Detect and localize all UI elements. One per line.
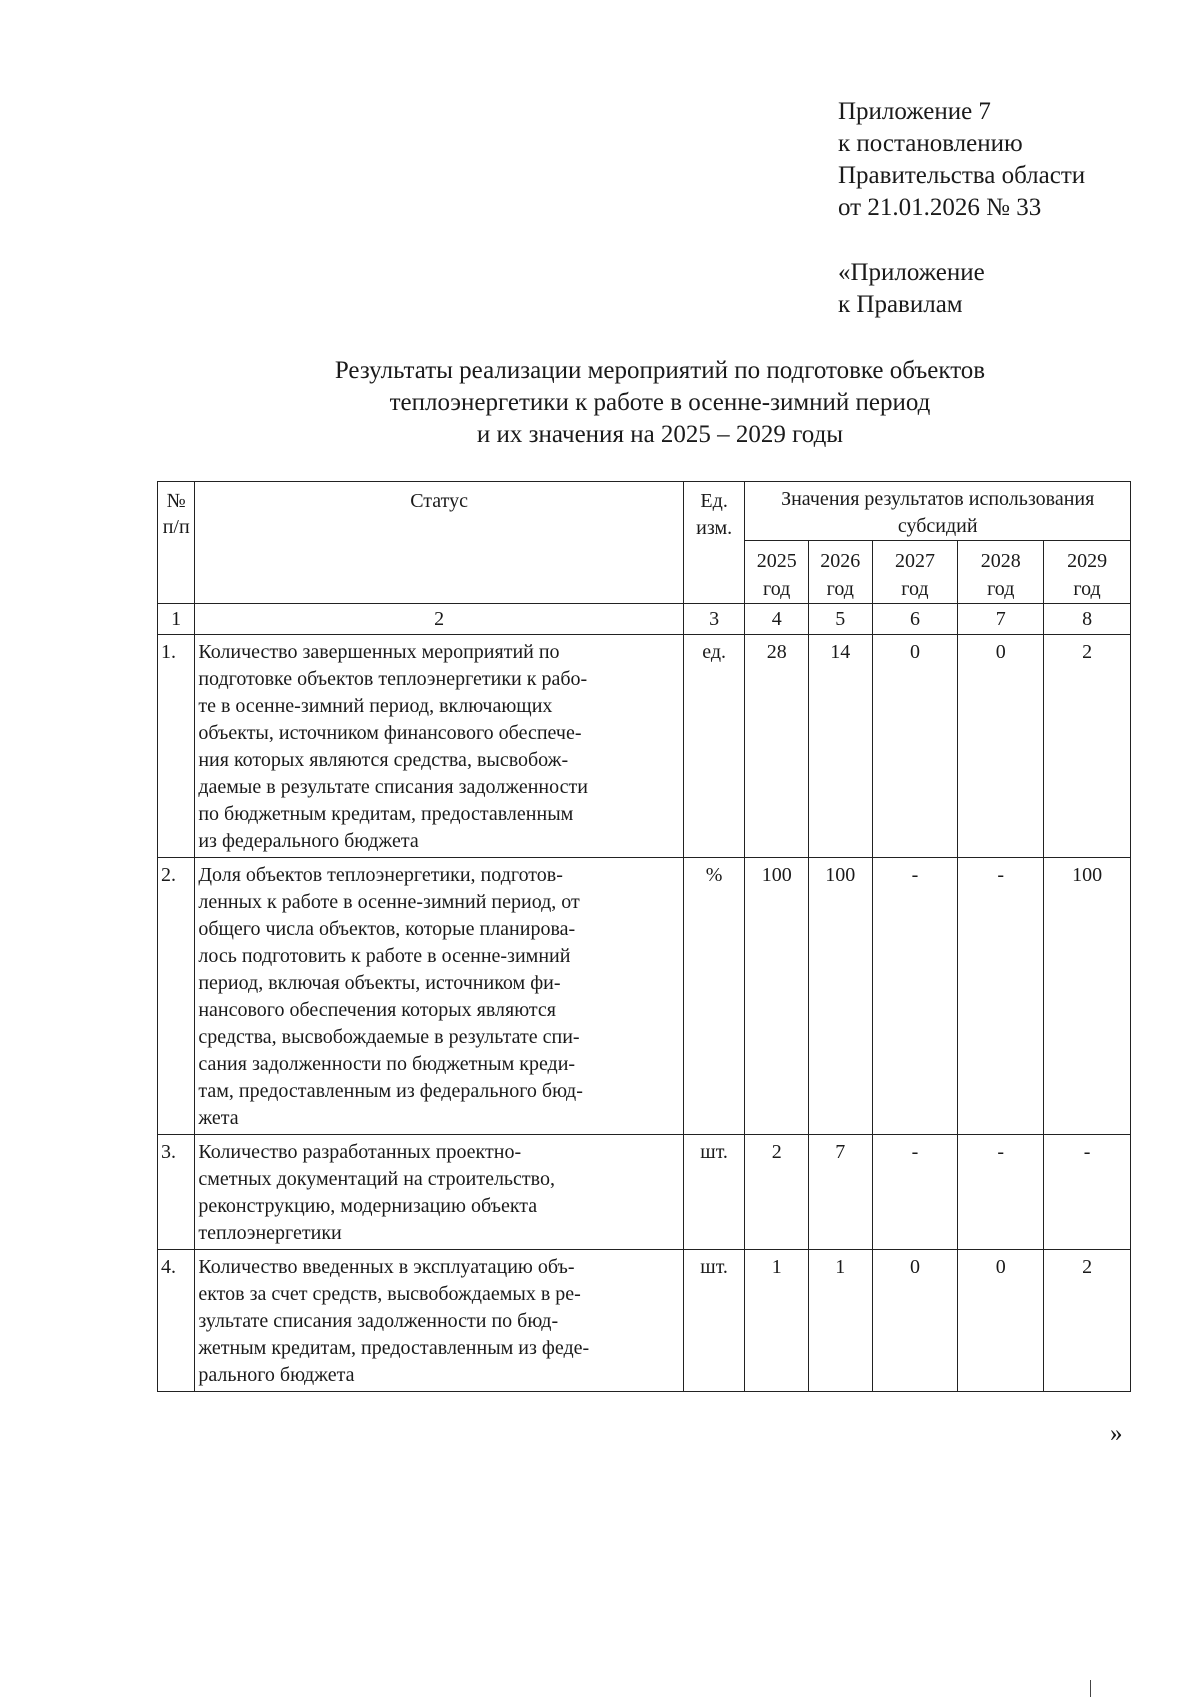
value-2026: 100 — [808, 858, 872, 1135]
value-2028: - — [958, 858, 1044, 1135]
status-line: ния которых являются средства, высвобож- — [198, 749, 569, 771]
scan-edge-mark — [1090, 1680, 1091, 1697]
status-line: теплоэнергетики — [198, 1222, 342, 1244]
status-line: Количество завершенных мероприятий по — [198, 641, 560, 663]
year-label: 2028 — [980, 550, 1021, 572]
status-line: по бюджетным кредитам, предоставленным — [198, 803, 574, 825]
status-line: Доля объектов теплоэнергетики, подготов- — [198, 864, 563, 886]
status-line: сметных документаций на строительство, — [198, 1168, 555, 1190]
column-index-cell: 2 — [195, 604, 684, 635]
status-line: те в осенне-зимний период, включающих — [198, 695, 553, 717]
value-2028: 0 — [958, 1250, 1044, 1392]
status-line: там, предоставленным из федерального бюд- — [198, 1080, 583, 1102]
year-label: 2027 — [894, 550, 935, 572]
status-line: даемые в результате списания задолженности — [198, 776, 588, 798]
row-number: 4. — [158, 1250, 195, 1392]
table-row — [158, 1135, 1131, 1250]
appendix-line: Правительства области — [838, 162, 1086, 189]
status-line: объекты, источником финансового обеспече- — [198, 722, 582, 744]
document-title — [160, 355, 1160, 451]
table-row — [158, 858, 1131, 1135]
appendix-line: к постановлению — [838, 130, 1023, 157]
status-line: жетным кредитам, предоставленным из феде- — [198, 1337, 590, 1359]
status-line: ленных к работе в осенне-зимний период, от — [198, 891, 580, 913]
closing-quote: » — [1110, 1420, 1123, 1447]
value-2027: - — [872, 858, 958, 1135]
col-num-header — [158, 482, 195, 604]
value-2025: 1 — [745, 1250, 809, 1392]
col-num-sublabel: п/п — [162, 516, 190, 538]
value-2029: 2 — [1044, 635, 1131, 858]
value-2025: 100 — [745, 858, 809, 1135]
rules-appendix-header — [838, 257, 985, 321]
table-header-row — [158, 482, 1131, 541]
status-line: период, включая объекты, источником фи- — [198, 972, 561, 994]
title-line: теплоэнергетики к работе в осенне-зимний период — [389, 389, 931, 416]
year-suffix: год — [1073, 578, 1101, 600]
row-status — [195, 1250, 684, 1392]
col-unit-sublabel: изм. — [696, 517, 733, 539]
appendix-line: от 21.01.2026 № 33 — [838, 194, 1042, 221]
value-2029: 100 — [1044, 858, 1131, 1135]
column-index-cell: 1 — [158, 604, 195, 635]
year-header — [1044, 541, 1131, 604]
values-group-header — [745, 482, 1131, 541]
year-suffix: год — [763, 578, 791, 600]
value-2028: 0 — [958, 635, 1044, 858]
appendix-line: Приложение 7 — [838, 98, 991, 125]
value-2028: - — [958, 1135, 1044, 1250]
year-header — [808, 541, 872, 604]
value-2026: 7 — [808, 1135, 872, 1250]
value-2026: 14 — [808, 635, 872, 858]
value-2025: 28 — [745, 635, 809, 858]
column-index-cell: 3 — [683, 604, 745, 635]
row-number: 2. — [158, 858, 195, 1135]
status-line: подготовке объектов теплоэнергетики к рабо- — [198, 668, 588, 690]
rules-appendix-line: к Правилам — [838, 291, 963, 318]
table-row — [158, 1250, 1131, 1392]
column-index-cell: 6 — [872, 604, 958, 635]
row-unit: % — [683, 858, 745, 1135]
status-line: нансового обеспечения которых являются — [198, 999, 556, 1021]
row-number: 1. — [158, 635, 195, 858]
year-header — [958, 541, 1044, 604]
results-table — [157, 481, 1131, 1392]
value-2026: 1 — [808, 1250, 872, 1392]
row-status — [195, 858, 684, 1135]
row-number: 3. — [158, 1135, 195, 1250]
status-line: ектов за счет средств, высвобождаемых в ре- — [198, 1283, 581, 1305]
year-suffix: год — [826, 578, 854, 600]
year-label: 2025 — [756, 550, 797, 572]
rules-appendix-line: «Приложение — [838, 259, 985, 286]
values-group-sublabel: субсидий — [897, 515, 978, 537]
title-line: Результаты реализации мероприятий по подготовке объектов — [334, 357, 986, 384]
year-header — [745, 541, 809, 604]
row-unit: ед. — [683, 635, 745, 858]
status-line: лось подготовить к работе в осенне-зимний — [198, 945, 571, 967]
value-2029: - — [1044, 1135, 1131, 1250]
col-status-header: Статус — [195, 482, 684, 604]
status-line: зультате списания задолженности по бюд- — [198, 1310, 559, 1332]
value-2029: 2 — [1044, 1250, 1131, 1392]
status-line: средства, высвобождаемые в результате спи- — [198, 1026, 580, 1048]
status-line: рального бюджета — [198, 1364, 355, 1386]
value-2025: 2 — [745, 1135, 809, 1250]
col-unit-label: Ед. — [700, 490, 728, 512]
year-suffix: год — [987, 578, 1015, 600]
appendix-header — [838, 96, 1085, 224]
column-index-cell: 8 — [1044, 604, 1131, 635]
status-line: сания задолженности по бюджетным креди- — [198, 1053, 576, 1075]
value-2027: 0 — [872, 1250, 958, 1392]
col-num-label: № — [166, 490, 186, 512]
year-header — [872, 541, 958, 604]
value-2027: - — [872, 1135, 958, 1250]
column-index-cell: 7 — [958, 604, 1044, 635]
title-line: и их значения на 2025 – 2029 годы — [476, 421, 844, 448]
status-line: из федерального бюджета — [198, 830, 419, 852]
values-group-label: Значения результатов использования — [781, 488, 1095, 510]
status-line: Количество введенных в эксплуатацию объ- — [198, 1256, 575, 1278]
row-status — [195, 635, 684, 858]
column-index-cell: 4 — [745, 604, 809, 635]
value-2027: 0 — [872, 635, 958, 858]
status-line: Количество разработанных проектно- — [198, 1141, 522, 1163]
col-unit-header — [683, 482, 745, 604]
table-row — [158, 635, 1131, 858]
row-unit: шт. — [683, 1250, 745, 1392]
column-index-cell: 5 — [808, 604, 872, 635]
year-label: 2026 — [820, 550, 861, 572]
column-index-row — [158, 604, 1131, 635]
year-label: 2029 — [1067, 550, 1108, 572]
row-status — [195, 1135, 684, 1250]
status-line: общего числа объектов, которые планирова- — [198, 918, 576, 940]
year-suffix: год — [901, 578, 929, 600]
status-line: жета — [198, 1107, 239, 1129]
status-line: реконструкцию, модернизацию объекта — [198, 1195, 538, 1217]
row-unit: шт. — [683, 1135, 745, 1250]
